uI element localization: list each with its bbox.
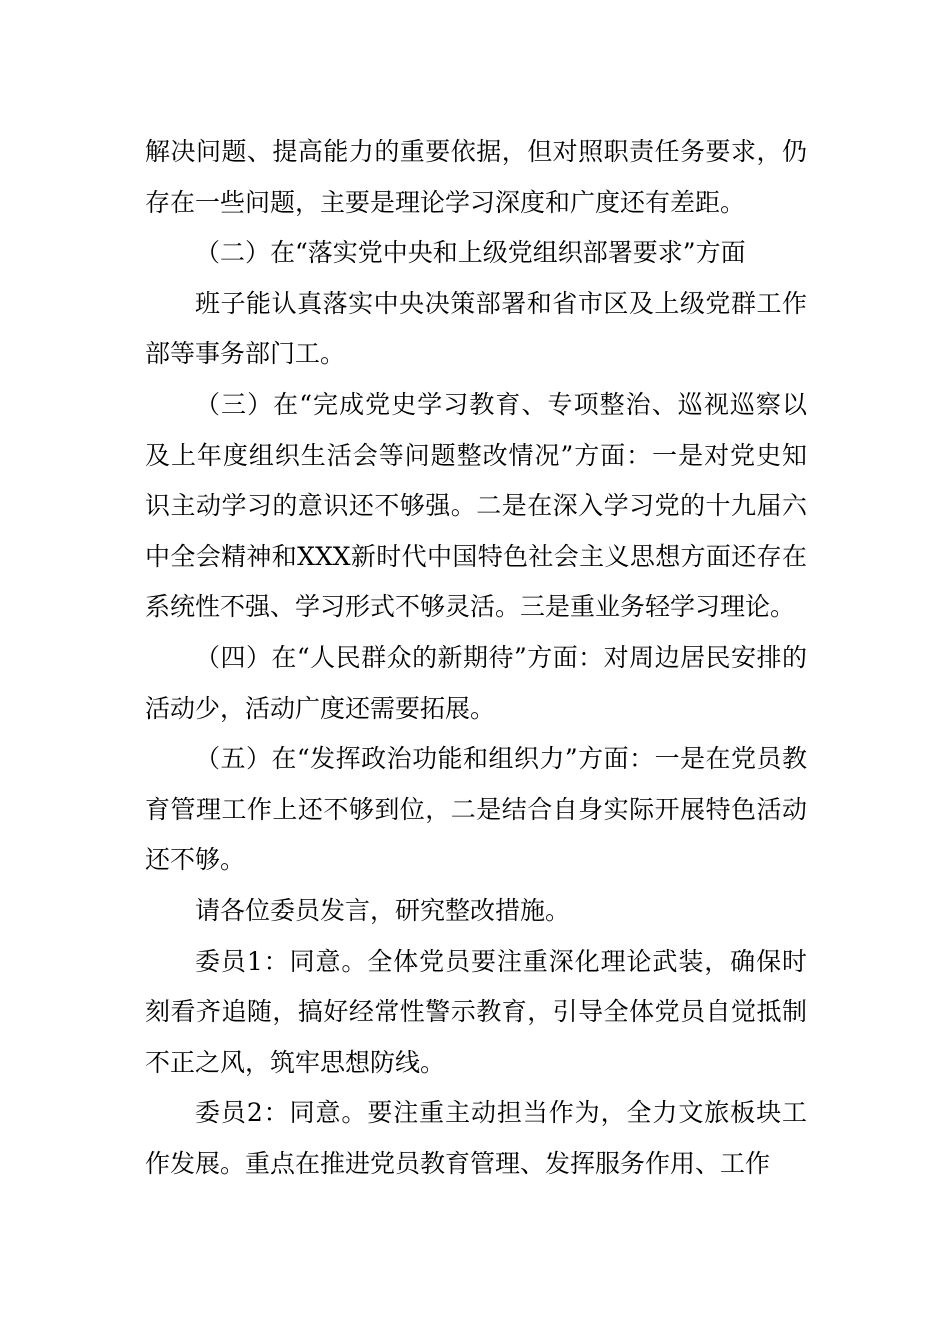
paragraph-7: 请各位委员发言，研究整改措施。 (195, 895, 571, 925)
paragraph-4: （三）在“完成党史学习教育、专项整治、巡视巡察以及上年度组织生活会等问题整改情况”方面：一是对党史知识主动学习的意识还不够强。二是在深入学习党的十九届六中全会精神和XXX新时代中国特色社会主义思想方面还存在系统性不强、学习形式不够灵活。三是重业务轻学习理论。 (145, 389, 807, 622)
document-body (145, 127, 807, 1189)
paragraph-6: （五）在“发挥政治功能和组织力”方面：一是在党员教育管理工作上还不够到位，二是结合自身实际开展特色活动还不够。 (145, 744, 807, 875)
paragraph-8: 委员1：同意。全体党员要注重深化理论武装，确保时刻看齐追随，搞好经常性警示教育，引导全体党员自觉抵制不正之风，筑牢思想防线。 (145, 946, 807, 1077)
paragraph-3: 班子能认真落实中央决策部署和省市区及上级党群工作部等事务部门工。 (145, 288, 807, 369)
paragraph-1: 解决问题、提高能力的重要依据，但对照职责任务要求，仍存在一些问题，主要是理论学习深度和广度还有差距。 (145, 137, 807, 217)
paragraph-5: （四）在“人民群众的新期待”方面：对周边居民安排的活动少，活动广度还需要拓展。 (145, 642, 807, 723)
paragraph-2-heading: （二）在“落实党中央和上级党组织部署要求”方面 (195, 238, 746, 268)
paragraph-9: 委员2：同意。要注重主动担当作为，全力文旅板块工作发展。重点在推进党员教育管理、发挥服务作用、工作 (145, 1098, 807, 1178)
